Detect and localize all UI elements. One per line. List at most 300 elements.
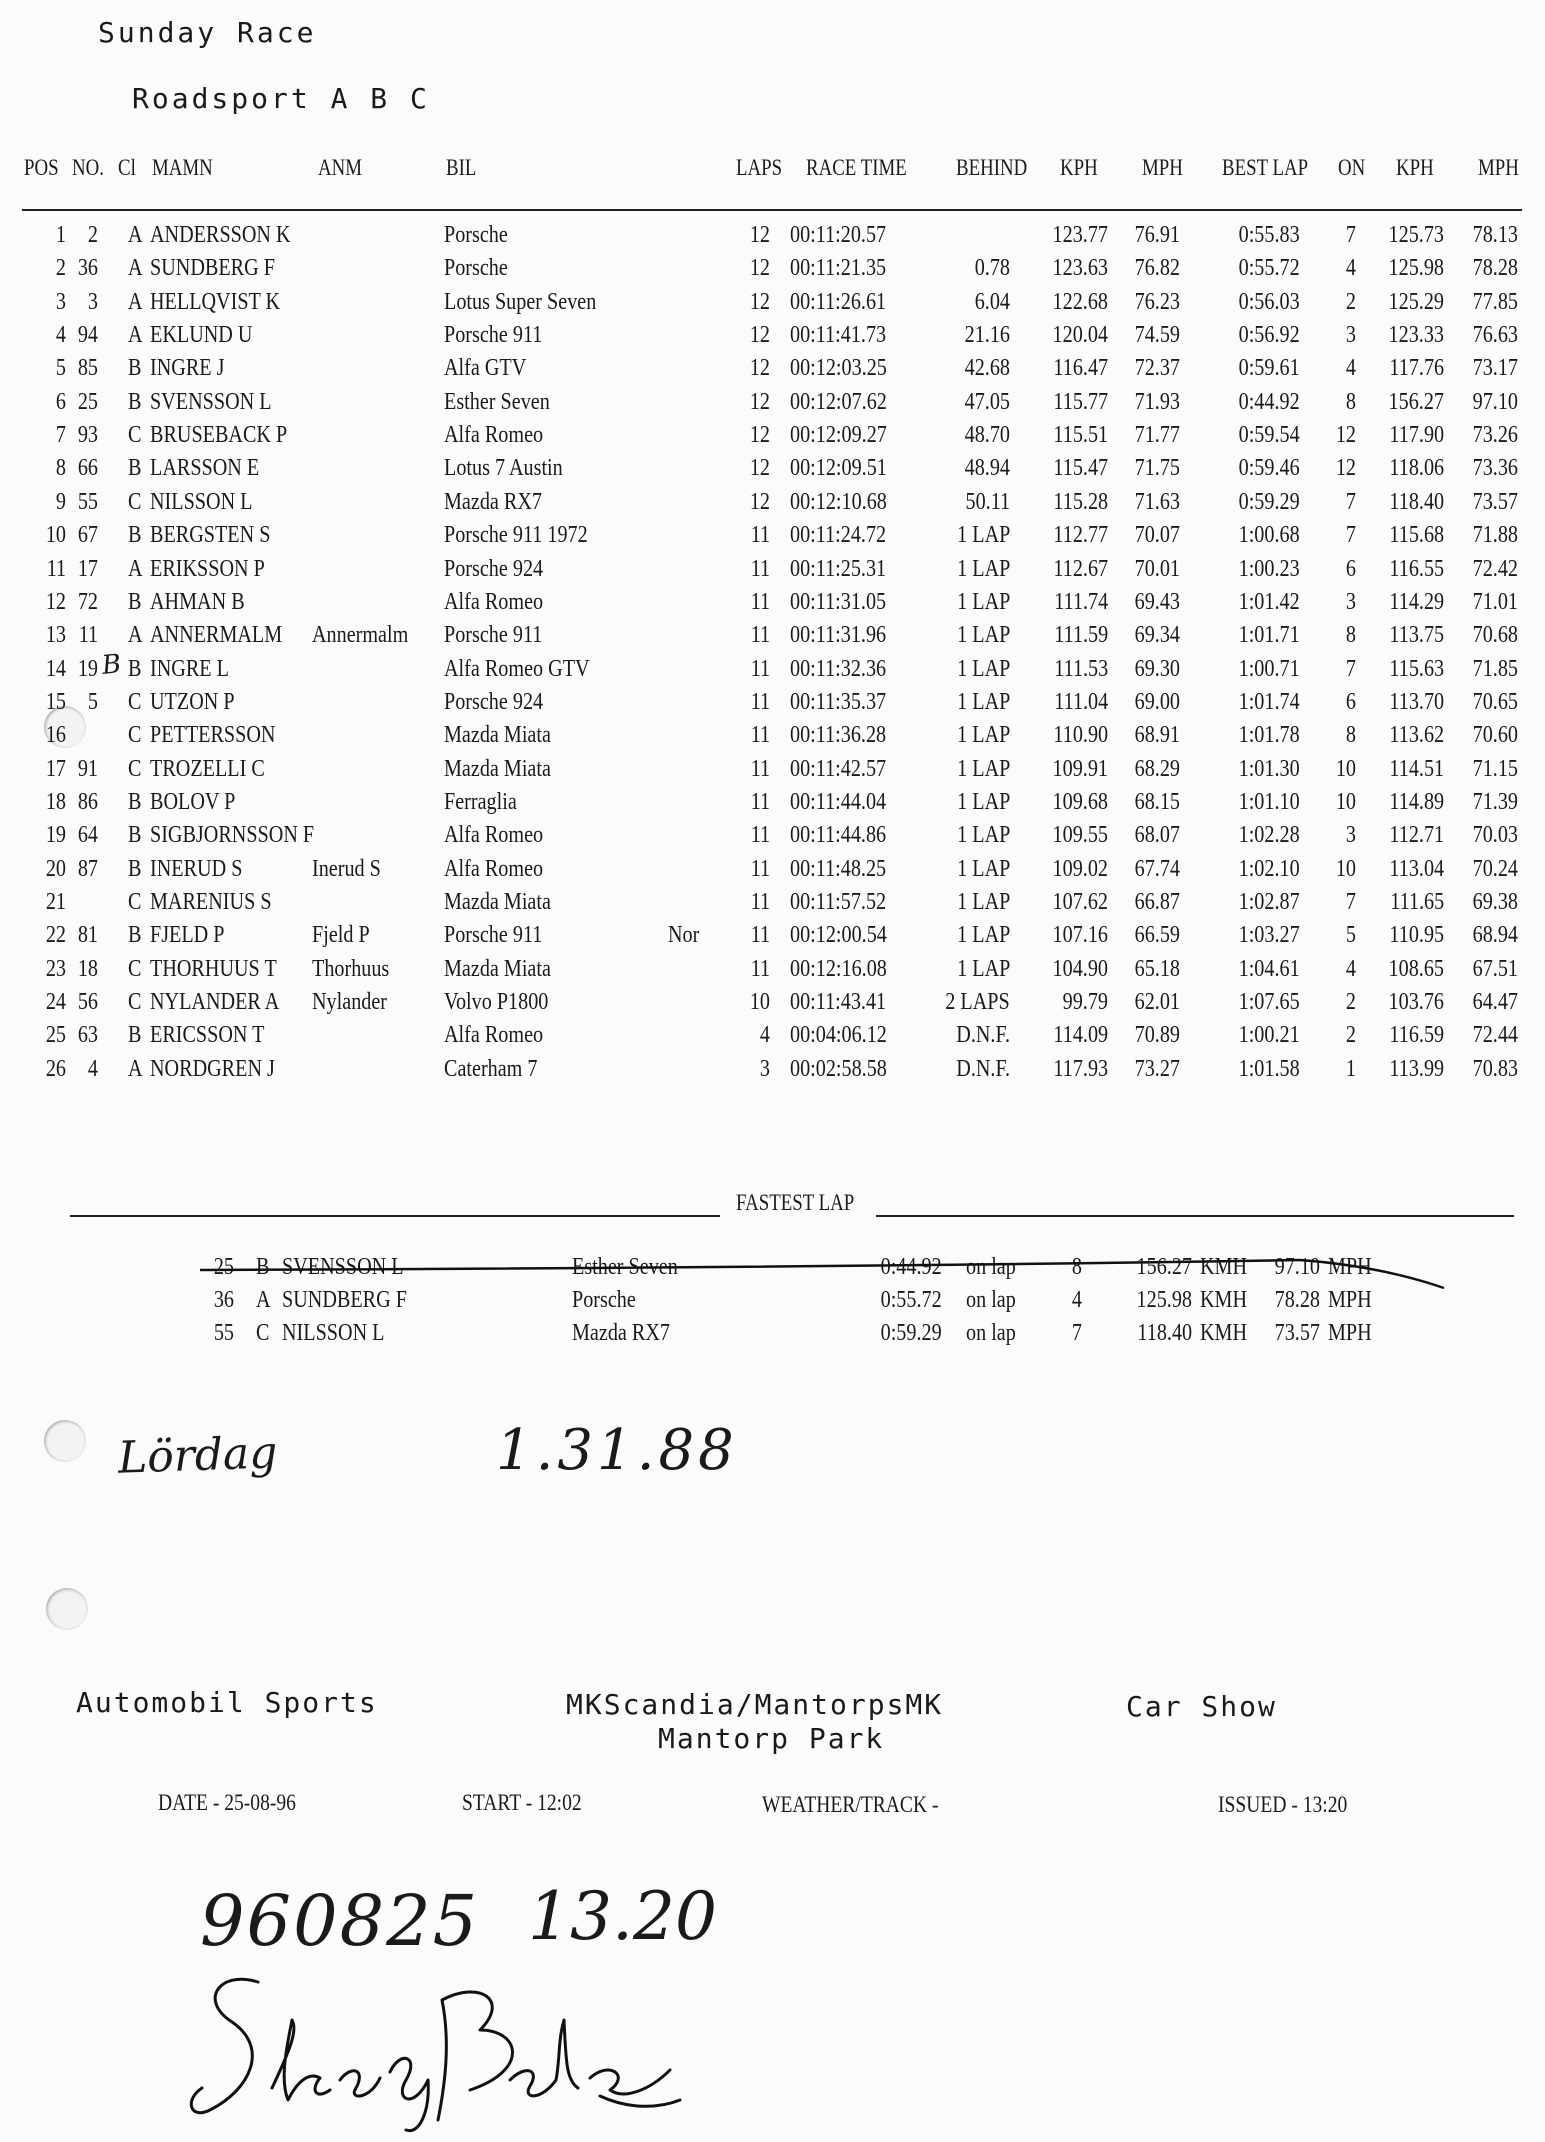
col-anm: ANM — [318, 155, 363, 180]
cell-best-mph: 68.94 — [1472, 922, 1518, 949]
cell-best-lap: 0:59.46 — [1238, 455, 1300, 482]
cell-pos: 21 — [45, 889, 66, 915]
cell-bil: Alfa Romeo — [444, 422, 544, 449]
cell-bil: Alfa Romeo — [444, 855, 544, 882]
cell-laps: 12 — [749, 288, 770, 315]
cell-cl: B — [128, 355, 142, 382]
fl-lap: 4 — [1071, 1287, 1082, 1313]
footer-event: Car Show — [1126, 1690, 1277, 1723]
cell-on-lap: 2 — [1345, 989, 1356, 1016]
cell-on-lap: 10 — [1335, 755, 1356, 782]
cell-name: ERIKSSON P — [150, 555, 265, 582]
cell-on-lap: 6 — [1345, 688, 1356, 715]
cell-race-time: 00:11:24.72 — [790, 522, 887, 549]
cell-pos: 19 — [45, 822, 66, 849]
cell-laps: 4 — [759, 1022, 770, 1049]
cell-bil: Porsche 911 — [444, 322, 543, 349]
page-subtitle: Roadsport A B C — [132, 82, 430, 115]
cell-best-lap: 1:01.74 — [1238, 688, 1300, 715]
cell-on-lap: 5 — [1345, 922, 1356, 949]
fl-on-lap-label: on lap — [966, 1254, 1016, 1280]
cell-best-kph: 114.51 — [1389, 755, 1444, 782]
cell-name: MARENIUS S — [150, 889, 272, 915]
cell-laps: 12 — [749, 355, 770, 382]
cell-best-lap: 0:56.03 — [1238, 288, 1300, 315]
cell-laps: 10 — [749, 989, 770, 1016]
cell-race-time: 00:11:41.73 — [790, 322, 887, 349]
cell-name: THORHUUS T — [150, 955, 277, 982]
cell-race-time: 00:11:35.37 — [790, 688, 887, 715]
cell-best-mph: 71.01 — [1472, 588, 1518, 615]
cell-pos: 8 — [55, 455, 66, 482]
fl-mph-unit: MPH — [1328, 1287, 1372, 1313]
cell-behind: 48.70 — [964, 422, 1010, 449]
cell-cl: B — [128, 588, 142, 615]
cell-kph: 123.77 — [1052, 222, 1108, 248]
col-mph: MPH — [1142, 155, 1183, 180]
cell-on-lap: 7 — [1345, 222, 1356, 248]
cell-race-time: 00:12:09.27 — [790, 422, 887, 449]
cell-nationality: Nor — [668, 922, 700, 949]
cell-kph: 122.68 — [1052, 288, 1108, 315]
cell-best-kph: 113.75 — [1389, 622, 1444, 649]
cell-laps: 11 — [750, 922, 770, 949]
cell-pos: 26 — [45, 1055, 66, 1082]
cell-laps: 11 — [750, 788, 770, 815]
cell-mph: 62.01 — [1134, 989, 1180, 1016]
fl-kmh-unit: KMH — [1200, 1287, 1248, 1313]
cell-mph: 68.15 — [1134, 788, 1180, 815]
cell-behind: 1 LAP — [956, 922, 1010, 949]
cell-anm: Thorhuus — [312, 955, 390, 982]
fl-mph: 78.28 — [1274, 1287, 1320, 1313]
cell-best-mph: 70.24 — [1472, 855, 1518, 882]
col-kph: KPH — [1060, 155, 1098, 180]
cell-mph: 69.34 — [1134, 622, 1180, 649]
col-mph2: MPH — [1478, 155, 1519, 180]
cell-name: BRUSEBACK P — [150, 422, 288, 449]
cell-mph: 68.91 — [1134, 722, 1180, 749]
cell-kph: 123.63 — [1052, 255, 1108, 282]
cell-pos: 10 — [45, 522, 66, 549]
cell-best-kph: 103.76 — [1388, 989, 1444, 1016]
cell-bil: Porsche — [444, 222, 508, 248]
cell-race-time: 00:11:42.57 — [790, 755, 887, 782]
cell-pos: 14 — [45, 655, 66, 682]
cell-race-time: 00:11:44.04 — [790, 788, 887, 815]
cell-best-kph: 108.65 — [1388, 955, 1444, 982]
cell-race-time: 00:11:57.52 — [790, 889, 887, 915]
cell-mph: 76.82 — [1134, 255, 1180, 282]
cell-behind: 21.16 — [964, 322, 1010, 349]
cell-mph: 69.43 — [1134, 588, 1180, 615]
footer-start: START - 12:02 — [462, 1790, 582, 1815]
cell-no: 18 — [77, 955, 98, 982]
cell-behind: 48.94 — [964, 455, 1010, 482]
fl-kmh: 118.40 — [1137, 1320, 1192, 1346]
cell-mph: 67.74 — [1134, 855, 1180, 882]
cell-best-lap: 1:02.87 — [1238, 889, 1300, 915]
cell-on-lap: 10 — [1335, 788, 1356, 815]
cell-name: NILSSON L — [150, 488, 253, 515]
fl-no: 25 — [213, 1254, 234, 1280]
cell-on-lap: 8 — [1345, 388, 1356, 415]
cell-best-mph: 70.03 — [1472, 822, 1518, 849]
cell-bil: Porsche 924 — [444, 555, 544, 582]
cell-race-time: 00:11:44.86 — [790, 822, 887, 849]
cell-name: PETTERSSON — [150, 722, 276, 749]
cell-mph: 69.30 — [1134, 655, 1180, 682]
cell-best-mph: 72.42 — [1472, 555, 1518, 582]
cell-behind: 1 LAP — [956, 788, 1010, 815]
footer-date: DATE - 25-08-96 — [158, 1790, 296, 1815]
cell-mph: 72.37 — [1134, 355, 1180, 382]
cell-best-mph: 97.10 — [1472, 388, 1518, 415]
cell-best-lap: 1:07.65 — [1238, 989, 1300, 1016]
cell-pos: 18 — [45, 788, 66, 815]
cell-best-mph: 71.88 — [1472, 522, 1518, 549]
fl-no: 55 — [213, 1320, 234, 1346]
cell-best-mph: 70.60 — [1472, 722, 1518, 749]
cell-bil: Mazda RX7 — [444, 488, 542, 515]
cell-bil: Mazda Miata — [444, 889, 551, 915]
cell-race-time: 00:11:25.31 — [790, 555, 887, 582]
cell-best-lap: 1:00.71 — [1238, 655, 1300, 682]
cell-best-lap: 0:56.92 — [1238, 322, 1300, 349]
cell-best-lap: 1:04.61 — [1238, 955, 1300, 982]
cell-best-mph: 70.65 — [1472, 688, 1518, 715]
cell-best-mph: 73.57 — [1472, 488, 1518, 515]
cell-kph: 110.90 — [1053, 722, 1108, 749]
cell-pos: 23 — [45, 955, 66, 982]
cell-laps: 11 — [750, 889, 770, 915]
cell-best-kph: 113.99 — [1389, 1055, 1444, 1082]
cell-name: INGRE L — [150, 655, 229, 682]
cell-no: 5 — [87, 688, 98, 715]
fastest-lap-rule-left — [70, 1215, 720, 1217]
cell-on-lap: 2 — [1345, 1022, 1356, 1049]
fl-cl: B — [256, 1254, 270, 1280]
cell-best-lap: 1:02.28 — [1238, 822, 1300, 849]
cell-name: SVENSSON L — [150, 388, 272, 415]
cell-cl: C — [128, 422, 142, 449]
cell-best-mph: 73.17 — [1472, 355, 1518, 382]
col-best-lap: BEST LAP — [1222, 155, 1309, 180]
cell-on-lap: 8 — [1345, 622, 1356, 649]
cell-on-lap: 3 — [1345, 588, 1356, 615]
cell-best-kph: 117.90 — [1389, 422, 1444, 449]
cell-anm: Annermalm — [312, 622, 409, 649]
cell-best-kph: 118.06 — [1389, 455, 1444, 482]
fl-lap: 8 — [1071, 1254, 1082, 1280]
cell-cl: B — [128, 788, 142, 815]
cell-mph: 70.01 — [1134, 555, 1180, 582]
cell-best-mph: 78.13 — [1472, 222, 1518, 248]
cell-best-mph: 77.85 — [1472, 288, 1518, 315]
cell-on-lap: 12 — [1335, 455, 1356, 482]
cell-kph: 112.77 — [1053, 522, 1108, 549]
footer-club: MKScandia/MantorpsMK — [566, 1688, 944, 1721]
cell-laps: 12 — [749, 488, 770, 515]
cell-on-lap: 7 — [1345, 889, 1356, 915]
fl-kmh: 125.98 — [1136, 1287, 1192, 1313]
cell-cl: C — [128, 955, 142, 982]
handwritten-bottom-time: 13.20 — [528, 1878, 717, 1955]
cell-race-time: 00:12:10.68 — [790, 488, 887, 515]
cell-race-time: 00:02:58.58 — [790, 1055, 887, 1082]
cell-behind: 50.11 — [965, 488, 1010, 515]
cell-behind: 1 LAP — [956, 622, 1010, 649]
cell-race-time: 00:11:20.57 — [790, 222, 887, 248]
cell-cl: B — [128, 388, 142, 415]
cell-behind: 1 LAP — [956, 655, 1010, 682]
handwritten-bottom-date: 960825 — [200, 1880, 480, 1962]
cell-kph: 115.51 — [1053, 422, 1108, 449]
cell-no: 72 — [77, 588, 98, 615]
cell-best-kph: 110.95 — [1389, 922, 1444, 949]
cell-bil: Caterham 7 — [444, 1055, 538, 1082]
cell-behind: 6.04 — [974, 288, 1010, 315]
cell-bil: Mazda Miata — [444, 722, 551, 749]
cell-race-time: 00:12:07.62 — [790, 388, 887, 415]
cell-kph: 116.47 — [1053, 355, 1108, 382]
cell-on-lap: 4 — [1345, 255, 1356, 282]
cell-cl: B — [128, 455, 142, 482]
fl-name: NILSSON L — [282, 1320, 385, 1346]
cell-pos: 9 — [55, 488, 66, 515]
cell-best-mph: 69.38 — [1472, 889, 1518, 915]
cell-cl: B — [128, 922, 142, 949]
cell-mph: 74.59 — [1134, 322, 1180, 349]
cell-laps: 12 — [749, 255, 770, 282]
cell-cl: C — [128, 688, 142, 715]
cell-race-time: 00:11:26.61 — [790, 288, 887, 315]
cell-best-kph: 125.73 — [1388, 222, 1444, 248]
col-name: MAMN — [152, 155, 213, 180]
cell-mph: 76.23 — [1134, 288, 1180, 315]
cell-laps: 11 — [750, 755, 770, 782]
col-behind: BEHIND — [956, 155, 1028, 180]
fl-mph-unit: MPH — [1328, 1254, 1372, 1280]
cell-pos: 11 — [46, 555, 66, 582]
col-laps: LAPS — [736, 155, 783, 180]
cell-best-mph: 73.36 — [1472, 455, 1518, 482]
cell-name: INGRE J — [150, 355, 225, 382]
cell-race-time: 00:11:31.05 — [790, 588, 887, 615]
cell-race-time: 00:04:06.12 — [790, 1022, 887, 1049]
cell-cl: C — [128, 488, 142, 515]
cell-no: 4 — [87, 1055, 98, 1082]
cell-best-kph: 125.29 — [1388, 288, 1444, 315]
cell-behind: 1 LAP — [956, 555, 1010, 582]
cell-name: BOLOV P — [150, 788, 236, 815]
cell-race-time: 00:12:03.25 — [790, 355, 887, 382]
cell-bil: Mazda Miata — [444, 955, 551, 982]
cell-best-lap: 1:01.78 — [1238, 722, 1300, 749]
cell-no: 67 — [77, 522, 98, 549]
cell-name: NORDGREN J — [150, 1055, 275, 1082]
cell-no: 19 — [77, 655, 98, 682]
cell-on-lap: 4 — [1345, 955, 1356, 982]
cell-pos: 4 — [55, 322, 66, 349]
cell-laps: 11 — [750, 522, 770, 549]
cell-pos: 2 — [55, 255, 66, 282]
cell-bil: Porsche 924 — [444, 688, 544, 715]
cell-name: HELLQVIST K — [150, 288, 281, 315]
cell-best-kph: 116.59 — [1389, 1022, 1444, 1049]
cell-pos: 12 — [45, 588, 66, 615]
cell-kph: 107.16 — [1052, 922, 1108, 949]
cell-race-time: 00:11:32.36 — [790, 655, 887, 682]
cell-cl: C — [128, 989, 142, 1016]
cell-best-kph: 111.65 — [1390, 889, 1444, 915]
cell-behind: 0.78 — [974, 255, 1010, 282]
cell-name: ANDERSSON K — [150, 222, 291, 248]
cell-mph: 66.59 — [1134, 922, 1180, 949]
cell-best-lap: 1:02.10 — [1238, 855, 1300, 882]
cell-best-mph: 70.83 — [1472, 1055, 1518, 1082]
cell-bil: Lotus Super Seven — [444, 288, 597, 315]
cell-on-lap: 3 — [1345, 822, 1356, 849]
cell-pos: 25 — [45, 1022, 66, 1049]
cell-best-mph: 67.51 — [1472, 955, 1518, 982]
footer-weather: WEATHER/TRACK - — [762, 1792, 939, 1817]
cell-kph: 109.68 — [1052, 788, 1108, 815]
header-rule — [22, 209, 1522, 211]
cell-no: 93 — [77, 422, 98, 449]
cell-race-time: 00:12:00.54 — [790, 922, 887, 949]
cell-kph: 104.90 — [1052, 955, 1108, 982]
cell-on-lap: 2 — [1345, 288, 1356, 315]
cell-bil: Alfa Romeo — [444, 822, 544, 849]
cell-cl: C — [128, 889, 142, 915]
cell-cl: C — [128, 722, 142, 749]
cell-best-kph: 116.55 — [1389, 555, 1444, 582]
fl-cl: A — [256, 1287, 271, 1313]
cell-cl: C — [128, 755, 142, 782]
cell-on-lap: 7 — [1345, 522, 1356, 549]
cell-pos: 13 — [45, 622, 66, 649]
fl-cl: C — [256, 1320, 270, 1346]
footer-organizer: Automobil Sports — [76, 1686, 378, 1719]
cell-kph: 117.93 — [1053, 1055, 1108, 1082]
cell-kph: 111.74 — [1054, 588, 1108, 615]
cell-name: ANNERMALM — [150, 622, 283, 649]
cell-no: 94 — [77, 322, 98, 349]
cell-cl: A — [128, 555, 143, 582]
cell-best-lap: 1:01.10 — [1238, 788, 1300, 815]
cell-laps: 3 — [759, 1055, 770, 1082]
handwritten-day-note: Lördag — [117, 1427, 279, 1484]
cell-mph: 66.87 — [1134, 889, 1180, 915]
cell-name: LARSSON E — [150, 455, 260, 482]
cell-best-lap: 1:01.30 — [1238, 755, 1300, 782]
cell-laps: 11 — [750, 688, 770, 715]
cell-name: SUNDBERG F — [150, 255, 275, 282]
fl-name: SUNDBERG F — [282, 1287, 407, 1313]
cell-laps: 11 — [750, 622, 770, 649]
cell-laps: 12 — [749, 322, 770, 349]
cell-mph: 70.07 — [1134, 522, 1180, 549]
cell-no: 86 — [77, 788, 98, 815]
cell-no: 2 — [87, 222, 98, 248]
cell-no: 91 — [77, 755, 98, 782]
cell-best-kph: 113.62 — [1389, 722, 1444, 749]
cell-pos: 6 — [55, 388, 66, 415]
col-no: NO. — [72, 155, 104, 180]
cell-best-mph: 71.15 — [1472, 755, 1518, 782]
cell-cl: A — [128, 622, 143, 649]
cell-best-mph: 70.68 — [1472, 622, 1518, 649]
cell-behind: D.N.F. — [956, 1022, 1010, 1049]
cell-laps: 12 — [749, 388, 770, 415]
fl-time: 0:44.92 — [880, 1254, 942, 1280]
cell-no: 56 — [77, 989, 98, 1016]
fl-on-lap-label: on lap — [966, 1320, 1016, 1346]
cell-pos: 17 — [45, 755, 66, 782]
cell-bil: Porsche 911 — [444, 622, 543, 649]
cell-on-lap: 1 — [1345, 1055, 1356, 1082]
cell-pos: 3 — [55, 288, 66, 315]
cell-no: 3 — [87, 288, 98, 315]
cell-name: BERGSTEN S — [150, 522, 271, 549]
cell-name: UTZON P — [150, 688, 235, 715]
cell-best-kph: 113.04 — [1389, 855, 1444, 882]
fl-kmh-unit: KMH — [1200, 1320, 1248, 1346]
handwritten-class-mark: B — [100, 649, 123, 681]
fl-no: 36 — [213, 1287, 234, 1313]
cell-anm: Nylander — [312, 989, 388, 1016]
col-race-time: RACE TIME — [806, 155, 907, 180]
cell-bil: Ferraglia — [444, 788, 517, 815]
cell-behind: 42.68 — [964, 355, 1010, 382]
col-pos: POS — [24, 155, 59, 180]
cell-best-kph: 125.98 — [1388, 255, 1444, 282]
cell-best-kph: 156.27 — [1388, 388, 1444, 415]
fl-mph: 97.10 — [1274, 1254, 1320, 1280]
cell-behind: 1 LAP — [956, 755, 1010, 782]
cell-mph: 70.89 — [1134, 1022, 1180, 1049]
cell-laps: 11 — [750, 588, 770, 615]
cell-no: 25 — [77, 388, 98, 415]
cell-name: ERICSSON T — [150, 1022, 265, 1049]
cell-behind: 1 LAP — [956, 588, 1010, 615]
cell-anm: Inerud S — [312, 855, 381, 882]
cell-mph: 71.93 — [1134, 388, 1180, 415]
cell-name: FJELD P — [150, 922, 225, 949]
footer-venue: Mantorp Park — [658, 1722, 885, 1755]
col-kph2: KPH — [1396, 155, 1434, 180]
cell-no: 55 — [77, 488, 98, 515]
cell-pos: 16 — [45, 722, 66, 749]
cell-pos: 15 — [45, 688, 66, 715]
cell-no: 11 — [78, 622, 98, 649]
cell-bil: Alfa Romeo — [444, 1022, 544, 1049]
cell-cl: B — [128, 522, 142, 549]
cell-pos: 20 — [45, 855, 66, 882]
cell-best-mph: 71.39 — [1472, 788, 1518, 815]
cell-cl: A — [128, 288, 143, 315]
fl-mph: 73.57 — [1274, 1320, 1320, 1346]
cell-race-time: 00:11:36.28 — [790, 722, 887, 749]
cell-kph: 109.91 — [1052, 755, 1108, 782]
cell-on-lap: 7 — [1345, 488, 1356, 515]
cell-cl: B — [128, 822, 142, 849]
cell-bil: Alfa Romeo GTV — [444, 655, 590, 682]
cell-laps: 12 — [749, 222, 770, 248]
cell-best-kph: 118.40 — [1389, 488, 1444, 515]
cell-kph: 111.59 — [1054, 622, 1108, 649]
